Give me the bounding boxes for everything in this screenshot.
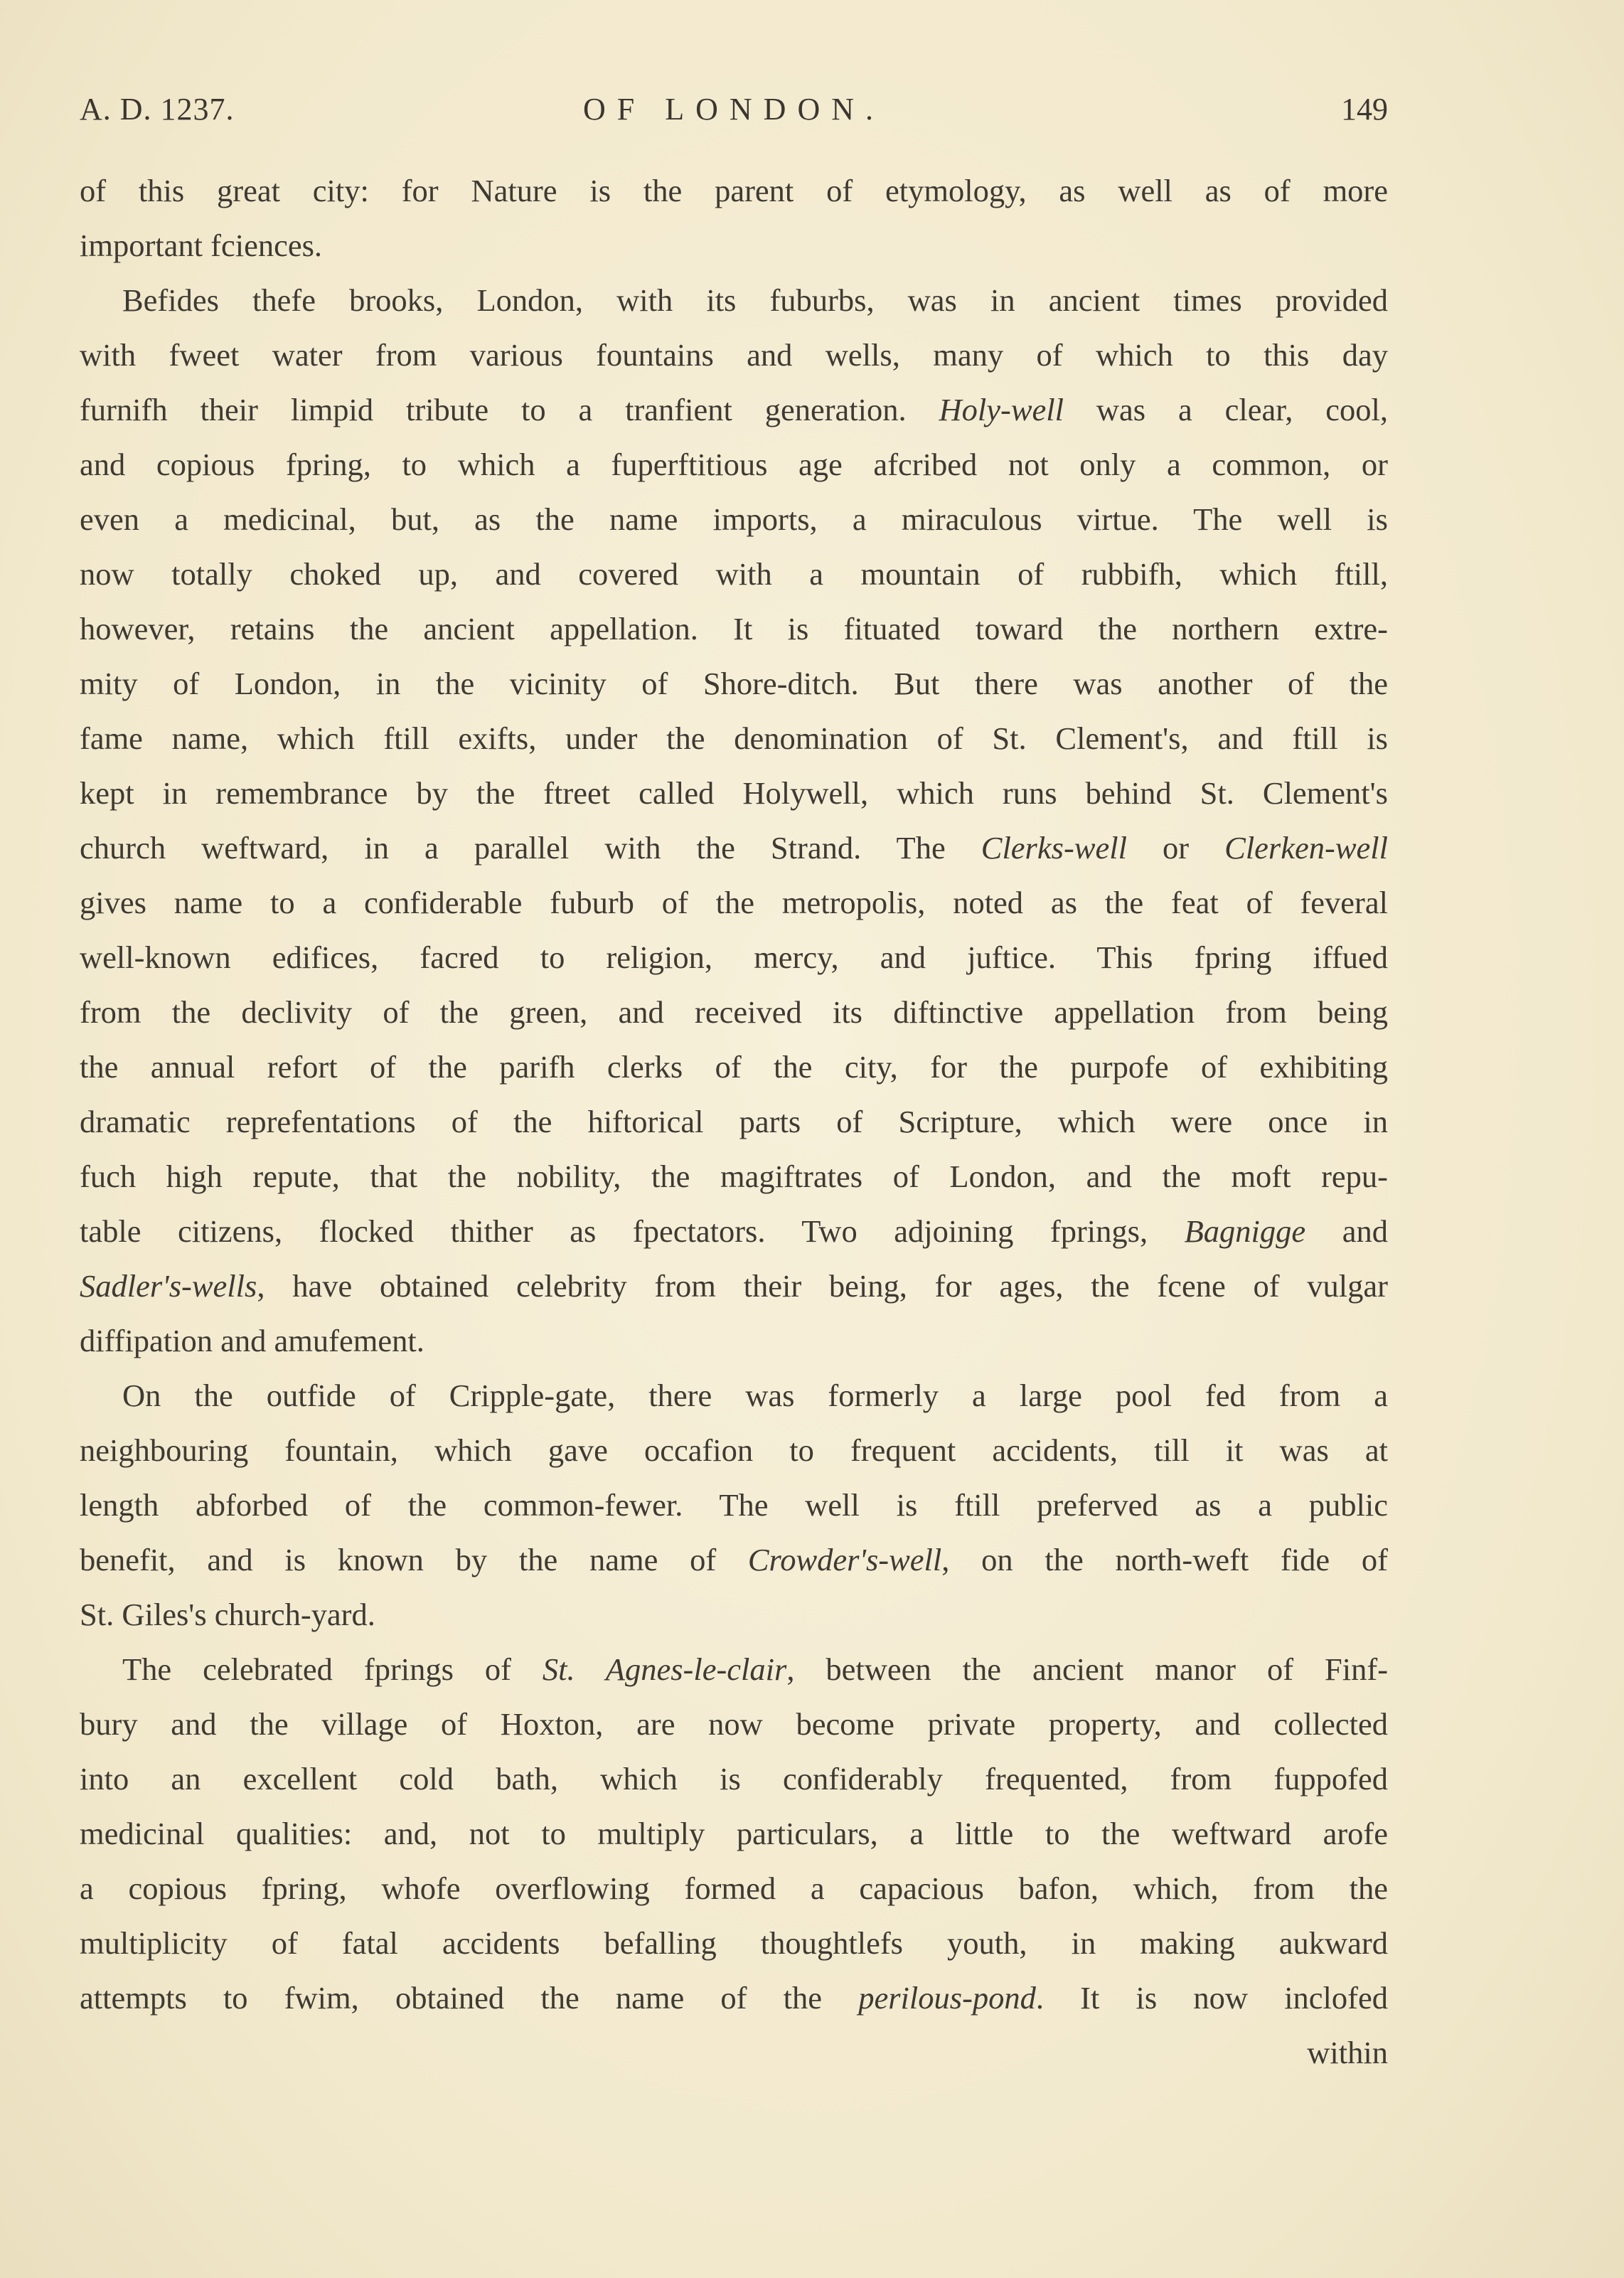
text-line xyxy=(80,1314,1388,1368)
body-text xyxy=(80,164,1388,2080)
text-segment: kept in remembrance by the ftreet called Holywell, which runs behind St. Clement's xyxy=(80,775,1388,811)
italic-term: Holy-well xyxy=(939,392,1064,427)
text-line xyxy=(80,547,1388,602)
text-line xyxy=(80,1642,1388,1697)
text-segment: was a clear, cool, xyxy=(1064,392,1388,427)
text-line xyxy=(80,1478,1388,1533)
text-line xyxy=(80,1259,1388,1314)
text-segment: and copious fpring, to which a fuperftitious age afcribed not only a common, or xyxy=(80,447,1388,482)
text-line xyxy=(80,1861,1388,1916)
text-segment: gives name to a confiderable fuburb of the metropolis, noted as the feat of feveral xyxy=(80,885,1388,920)
text-line xyxy=(80,1752,1388,1806)
text-segment: however, retains the ancient appellation. It is fituated toward the northern extre- xyxy=(80,611,1388,646)
text-line xyxy=(80,602,1388,656)
text-segment: fuch high repute, that the nobility, the magiftrates of London, and the moft repu- xyxy=(80,1159,1388,1194)
text-segment: neighbouring fountain, which gave occafion to frequent accidents, till it was at xyxy=(80,1432,1388,1468)
text-line xyxy=(80,930,1388,985)
text-segment: important fciences. xyxy=(80,228,323,263)
text-segment: church weftward, in a parallel with the Strand. The xyxy=(80,830,981,866)
text-line xyxy=(80,1916,1388,1971)
text-line xyxy=(80,273,1388,328)
text-segment: now totally choked up, and covered with a mountain of rubbifh, which ftill, xyxy=(80,556,1388,592)
text-line xyxy=(80,164,1388,218)
text-segment: the annual refort of the parifh clerks of the city, for the purpofe of exhibiting xyxy=(80,1049,1388,1085)
text-segment: even a medicinal, but, as the name imports, a miraculous virtue. The well is xyxy=(80,501,1388,537)
page-number: 149 xyxy=(1341,92,1388,127)
text-segment: bury and the village of Hoxton, are now become private property, and collected xyxy=(80,1706,1388,1742)
text-segment: furnifh their limpid tribute to a tranfient generation. xyxy=(80,392,939,427)
text-segment: from the declivity of the green, and received its diftinctive appellation from being xyxy=(80,994,1388,1030)
text-line xyxy=(80,218,1388,273)
text-line xyxy=(80,1971,1388,2026)
header-title: OF LONDON. xyxy=(583,92,885,127)
text-segment: dramatic reprefentations of the hiftorical parts of Scripture, which were once in xyxy=(80,1104,1388,1139)
text-segment: benefit, and is known by the name of xyxy=(80,1542,748,1577)
text-segment: attempts to fwim, obtained the name of the xyxy=(80,1980,859,2016)
text-segment: multiplicity of fatal accidents befalling thoughtlefs youth, in making aukward xyxy=(80,1925,1388,1961)
italic-term: Crowder's-well xyxy=(747,1542,942,1577)
text-line xyxy=(80,383,1388,437)
text-line xyxy=(80,328,1388,383)
text-segment: Befides thefe brooks, London, with its fuburbs, was in ancient times provided xyxy=(122,282,1388,318)
catchword: within xyxy=(1307,2035,1388,2070)
text-line xyxy=(80,1697,1388,1752)
text-line xyxy=(80,492,1388,547)
text-segment: into an excellent cold bath, which is confiderably frequented, from fuppofed xyxy=(80,1761,1388,1797)
italic-term: Sadler's-wells xyxy=(80,1268,257,1304)
italic-term: Bagnigge xyxy=(1184,1213,1306,1249)
text-segment: fame name, which ftill exifts, under the denomination of St. Clement's, and ftill is xyxy=(80,720,1388,756)
text-segment: well-known edifices, facred to religion, mercy, and juftice. This fpring iffued xyxy=(80,940,1388,975)
text-segment: a copious fpring, whofe overflowing formed a capacious bafon, which, from the xyxy=(80,1870,1388,1906)
text-line xyxy=(80,985,1388,1040)
text-line xyxy=(80,1587,1388,1642)
header-year: A. D. 1237. xyxy=(80,92,235,127)
text-line xyxy=(80,875,1388,930)
italic-term: Clerks-well xyxy=(981,830,1127,866)
text-line xyxy=(80,1095,1388,1149)
text-segment: and xyxy=(1305,1213,1388,1249)
italic-term: perilous-pond xyxy=(858,1980,1036,2016)
text-segment: , have obtained celebrity from their being, for ages, the fcene of vulgar xyxy=(257,1268,1388,1304)
text-segment: , between the ancient manor of Finf- xyxy=(786,1651,1388,1687)
text-segment: of this great city: for Nature is the parent of etymology, as well as of more xyxy=(80,173,1388,208)
text-line xyxy=(80,1423,1388,1478)
text-line xyxy=(80,1040,1388,1095)
text-segment: The celebrated fprings of xyxy=(122,1651,543,1687)
text-segment: medicinal qualities: and, not to multiply particulars, a little to the weftward arofe xyxy=(80,1816,1388,1851)
text-segment: table citizens, flocked thither as fpectators. Two adjoining fprings, xyxy=(80,1213,1185,1249)
text-segment: On the outfide of Cripple-gate, there was formerly a large pool fed from a xyxy=(122,1378,1388,1413)
italic-term: St. Agnes-le-clair xyxy=(542,1651,787,1687)
text-segment: , on the north-weft fide of xyxy=(941,1542,1388,1577)
text-line xyxy=(80,711,1388,766)
text-line xyxy=(80,1806,1388,1861)
text-segment: or xyxy=(1126,830,1225,866)
text-line xyxy=(80,1149,1388,1204)
text-line xyxy=(80,1533,1388,1587)
text-segment: length abforbed of the common-fewer. The well is ftill preferved as a public xyxy=(80,1487,1388,1523)
text-segment: St. Giles's church-yard. xyxy=(80,1597,375,1632)
running-header xyxy=(80,91,1388,141)
text-line xyxy=(80,766,1388,821)
text-segment: diffipation and amufement. xyxy=(80,1323,424,1358)
italic-term: Clerken-well xyxy=(1224,830,1388,866)
text-line xyxy=(80,1368,1388,1423)
text-segment: with fweet water from various fountains and wells, many of which to this day xyxy=(80,337,1388,373)
text-segment: . It is now inclofed xyxy=(1035,1980,1388,2016)
text-line xyxy=(80,1204,1388,1259)
text-line xyxy=(80,656,1388,711)
text-line xyxy=(80,821,1388,875)
text-line xyxy=(80,437,1388,492)
text-segment: mity of London, in the vicinity of Shore-ditch. But there was another of the xyxy=(80,666,1388,701)
